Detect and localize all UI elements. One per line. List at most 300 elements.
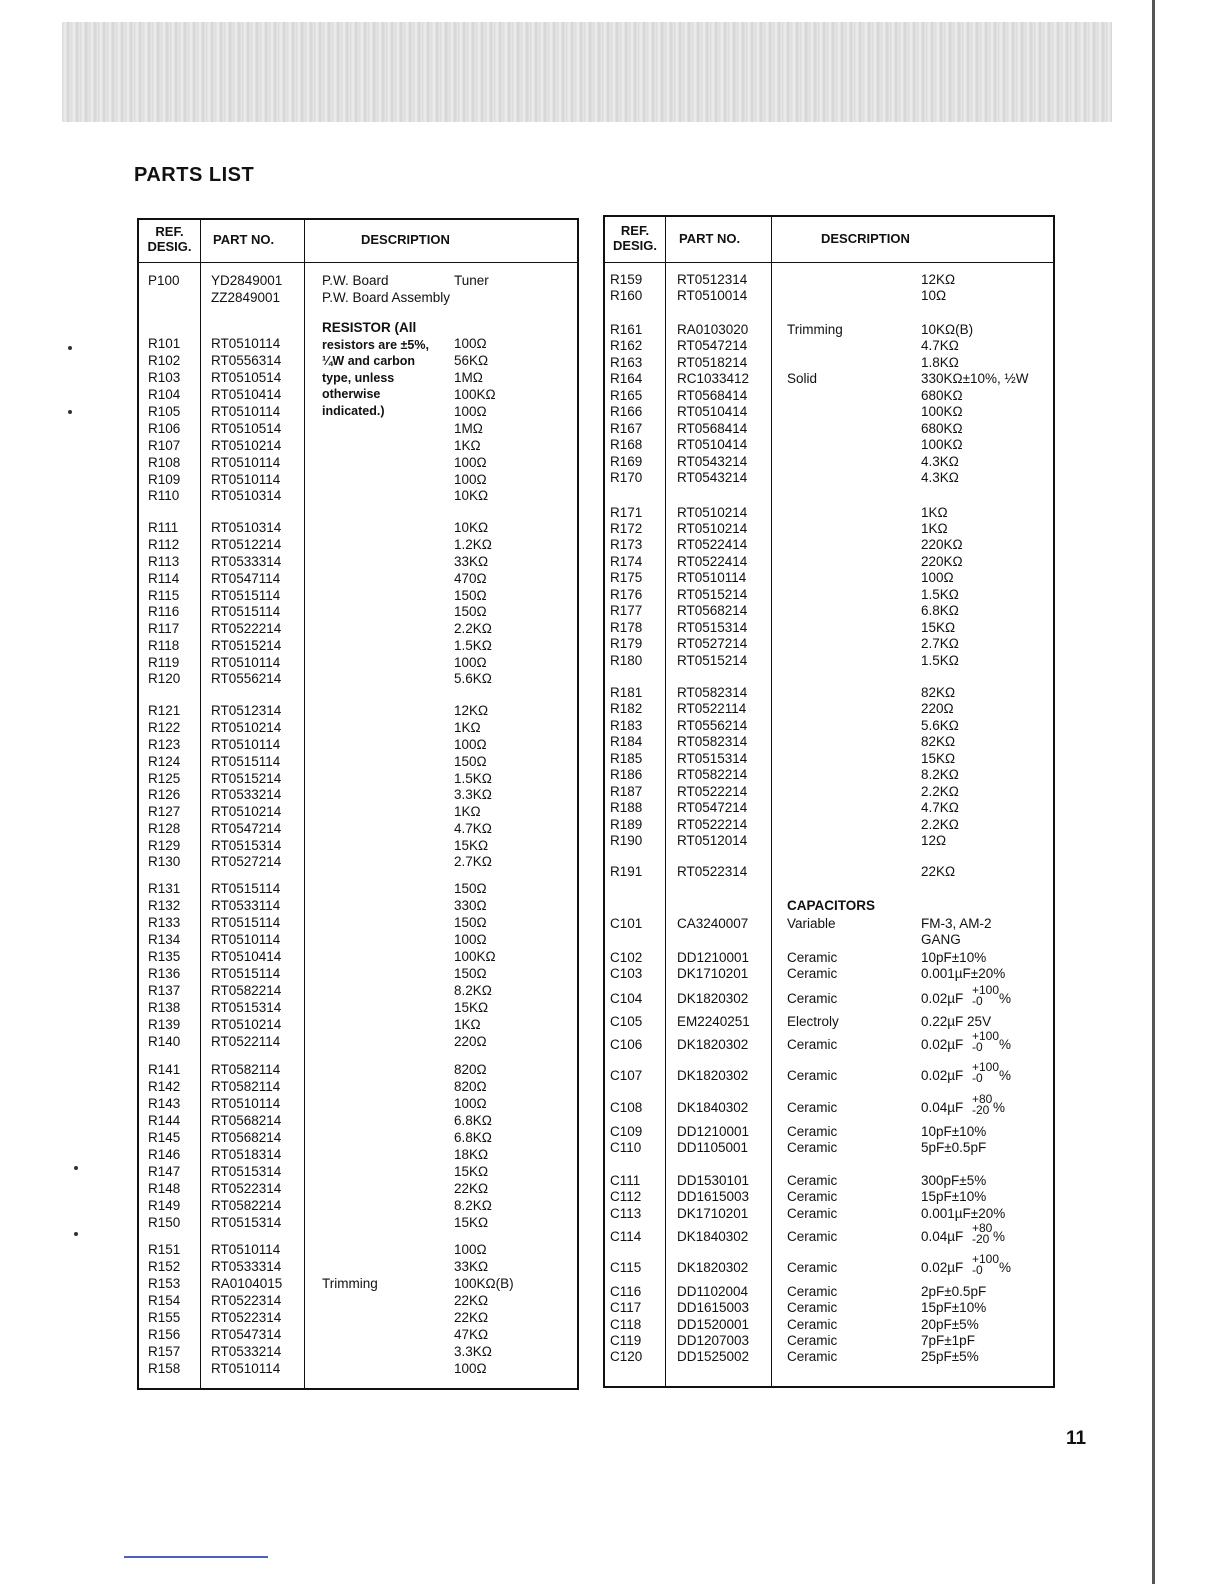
ref-cell: C120 [610, 1349, 643, 1364]
ref-cell: R106 [148, 421, 181, 436]
ref-cell: R127 [148, 804, 181, 819]
value-cell: 100Ω [454, 737, 487, 752]
table-row [139, 1078, 577, 1095]
part-number-cell: RT0582214 [211, 983, 282, 998]
table-row [139, 982, 577, 999]
table-row [139, 603, 577, 620]
value-cell: 1.5KΩ [454, 771, 492, 786]
ref-cell: R145 [148, 1130, 181, 1145]
part-number-cell: RT0527214 [211, 854, 282, 869]
description-cell: Ceramic [787, 1333, 838, 1348]
value-cell: 47KΩ [454, 1327, 489, 1342]
ref-cell: R153 [148, 1276, 181, 1291]
tolerance-upper: +100 [972, 1029, 1000, 1043]
ref-cell: R178 [610, 620, 643, 635]
tolerance-percent: % [999, 991, 1012, 1006]
ref-cell: R116 [148, 604, 180, 619]
value-cell: 0.001µF±20% [921, 1206, 1006, 1221]
value-cell: 12Ω [921, 833, 947, 848]
ref-cell: R174 [610, 554, 643, 569]
description-cell: P.W. Board Assembly [322, 290, 451, 305]
ref-cell: R134 [148, 932, 181, 947]
description-cell: Ceramic [787, 1206, 838, 1221]
ref-cell: R151 [148, 1242, 181, 1257]
part-number-cell: RT0510114 [211, 1096, 281, 1111]
ref-cell: R119 [148, 655, 180, 670]
value-cell: 1KΩ [454, 804, 481, 819]
part-number-cell: RT0510214 [211, 720, 282, 735]
part-number-cell: RT0510314 [211, 520, 282, 535]
part-number-cell: DD1520001 [677, 1317, 750, 1332]
ref-cell: R128 [148, 821, 181, 836]
table-row [605, 453, 1053, 470]
value-cell: 100KΩ [921, 437, 963, 452]
table-row [605, 750, 1053, 767]
value-cell: 2pF±0.5pF [921, 1284, 987, 1299]
table-row [605, 403, 1053, 420]
value-cell: 100Ω [454, 1361, 487, 1376]
tolerance-upper: +80 [972, 1092, 993, 1106]
ref-cell: R143 [148, 1096, 181, 1111]
part-number-cell: RT0510114 [211, 655, 281, 670]
ref-cell: C103 [610, 966, 643, 981]
table-row [139, 931, 577, 948]
table-row [139, 519, 577, 536]
part-number-cell: DD1210001 [677, 1124, 750, 1139]
value-cell: Tuner [454, 273, 489, 288]
value-cell: 150Ω [454, 754, 487, 769]
value-cell: 10pF±10% [921, 1124, 987, 1139]
ref-cell: R162 [610, 338, 643, 353]
part-number-cell: RT0510214 [211, 438, 282, 453]
value-cell: 820Ω [454, 1079, 487, 1094]
description-cell: Ceramic [787, 1189, 838, 1204]
table-row [139, 454, 577, 471]
table-row [139, 753, 577, 770]
value-cell: 150Ω [454, 588, 487, 603]
description-cell: Ceramic [787, 1100, 838, 1115]
table-row [605, 684, 1053, 701]
table-row [139, 1033, 577, 1050]
tolerance-percent: % [993, 1100, 1006, 1115]
ref-cell: C110 [610, 1140, 642, 1155]
description-cell: Ceramic [787, 1068, 838, 1083]
header-desig-line: DESIG. [147, 239, 192, 254]
part-number-cell: RT0515214 [211, 638, 282, 653]
value-cell: 300pF±5% [921, 1173, 987, 1188]
table-row [139, 1326, 577, 1343]
table-row [605, 287, 1053, 304]
table-row [139, 1292, 577, 1309]
table-row [605, 832, 1053, 849]
col-header-ref [605, 223, 665, 253]
value-cell: 1.5KΩ [454, 638, 492, 653]
value-cell: 100KΩ [454, 949, 496, 964]
header-divider [139, 262, 577, 263]
value-cell: 150Ω [454, 966, 487, 981]
ref-cell: R117 [148, 621, 180, 636]
part-number-cell: RT0533214 [211, 787, 282, 802]
part-number-cell: RC1033412 [677, 371, 750, 386]
part-number-cell: ZZ2849001 [211, 290, 281, 305]
description-cell: Trimming [787, 322, 843, 337]
part-number-cell: RT0582314 [677, 685, 748, 700]
table-row [139, 620, 577, 637]
table-row [139, 437, 577, 454]
table-row [605, 635, 1053, 652]
table-row [139, 853, 577, 870]
ref-cell: C117 [610, 1300, 642, 1315]
description-cell: Trimming [322, 1276, 378, 1291]
part-number-cell: RT0522214 [211, 621, 282, 636]
ref-cell: R101 [148, 336, 181, 351]
value-cell: 100KΩ(B) [454, 1276, 514, 1291]
table-row [139, 914, 577, 931]
table-row [605, 370, 1053, 387]
ref-cell: R120 [148, 671, 181, 686]
ref-cell: R105 [148, 404, 181, 419]
part-number-cell: RT0556314 [211, 353, 282, 368]
value-cell: 7pF±1pF [921, 1333, 975, 1348]
margin-dot [68, 346, 72, 350]
ref-cell: R187 [610, 784, 643, 799]
table-row [605, 733, 1053, 750]
part-number-cell: DD1525002 [677, 1349, 750, 1364]
table-row [605, 1299, 1053, 1316]
value-cell: 100Ω [454, 932, 487, 947]
part-number-cell: RT0543214 [677, 470, 748, 485]
table-row [605, 619, 1053, 636]
tolerance-lower: -0 [972, 1040, 983, 1054]
description-cell: Ceramic [787, 966, 838, 981]
part-number-cell: RT0515114 [211, 604, 281, 619]
value-cell: 82KΩ [921, 734, 956, 749]
part-number-cell: RT0515314 [211, 1000, 282, 1015]
value-cell: 8.2KΩ [454, 983, 492, 998]
table-row [139, 1214, 577, 1231]
part-number-cell: RT0510414 [211, 387, 282, 402]
tolerance-fraction [972, 985, 999, 1007]
ref-cell: R191 [610, 864, 643, 879]
table-row [605, 271, 1053, 288]
resistor-note-line: resistors are ±5%, [322, 337, 429, 352]
value-cell: 10KΩ [454, 488, 489, 503]
value-cell: 100Ω [921, 570, 954, 585]
ref-cell: R186 [610, 767, 643, 782]
part-number-cell: RT0582214 [677, 767, 748, 782]
tolerance-lower: -0 [972, 1263, 983, 1277]
part-number-cell: RT0547114 [211, 571, 281, 586]
value-cell: 1KΩ [921, 521, 948, 536]
description-cell: Ceramic [787, 1229, 838, 1244]
table-row [139, 1112, 577, 1129]
part-number-cell: RT0568214 [677, 603, 748, 618]
table-row [605, 863, 1053, 880]
ref-cell: C105 [610, 1014, 643, 1029]
ref-cell: R190 [610, 833, 643, 848]
part-number-cell: CA3240007 [677, 916, 749, 931]
ref-cell: R110 [148, 488, 180, 503]
value-cell: 1KΩ [454, 1017, 481, 1032]
value-cell: 4.3KΩ [921, 470, 959, 485]
value-cell: 220KΩ [921, 537, 963, 552]
table-row [139, 352, 577, 369]
ref-cell: R138 [148, 1000, 181, 1015]
table-row [139, 1016, 577, 1033]
part-number-cell: RT0533314 [211, 554, 282, 569]
ref-cell: R122 [148, 720, 181, 735]
value-cell: 100KΩ [921, 404, 963, 419]
tolerance-percent: % [993, 1229, 1006, 1244]
tolerance-fraction [972, 1223, 992, 1245]
value-cell: 330Ω [454, 898, 487, 913]
ref-cell: R161 [610, 322, 643, 337]
description-cell: Solid [787, 371, 818, 386]
value-cell: 0.04µF [921, 1229, 964, 1244]
tolerance-fraction [972, 1031, 999, 1053]
ref-cell: R123 [148, 737, 181, 752]
table-row [139, 1095, 577, 1112]
part-number-cell: RT0510314 [211, 488, 282, 503]
value-cell: 5.6KΩ [454, 671, 492, 686]
part-number-cell: RT0510514 [211, 370, 282, 385]
ref-cell: R135 [148, 949, 181, 964]
part-number-cell: DK1820302 [677, 991, 749, 1006]
parts-table-left [137, 218, 579, 1390]
ref-cell: C101 [610, 916, 643, 931]
ref-cell: R126 [148, 787, 181, 802]
table-row [605, 1139, 1053, 1156]
part-number-cell: RT0510114 [211, 472, 281, 487]
part-number-cell: DK1840302 [677, 1229, 749, 1244]
value-cell: 0.02µF [921, 1037, 964, 1052]
value-cell: 6.8KΩ [454, 1130, 492, 1145]
table-row [139, 1197, 577, 1214]
binding-edge-rule [1152, 0, 1155, 1584]
value-cell: 0.001µF±20% [921, 966, 1006, 981]
table-row [139, 1275, 577, 1292]
ref-cell: R125 [148, 771, 181, 786]
table-row [605, 1221, 1053, 1246]
ref-cell: R137 [148, 983, 181, 998]
value-cell: 0.22µF 25V [921, 1014, 992, 1029]
section-heading-capacitors: CAPACITORS [787, 898, 876, 913]
value-cell: 100KΩ [454, 387, 496, 402]
table-row [605, 321, 1053, 338]
value-cell: 2.7KΩ [921, 636, 959, 651]
value-cell: 25pF±5% [921, 1349, 979, 1364]
header-desig-line: DESIG. [612, 238, 658, 253]
part-number-cell: RT0527214 [677, 636, 748, 651]
part-number-cell: RT0518214 [677, 355, 748, 370]
tolerance-percent: % [999, 1037, 1012, 1052]
page-title: PARTS LIST [134, 164, 255, 186]
value-cell: 220Ω [921, 701, 954, 716]
tolerance-fraction [972, 1254, 999, 1276]
table-row [139, 637, 577, 654]
table-row [605, 949, 1053, 966]
tolerance-percent: % [999, 1260, 1012, 1275]
ref-cell: R158 [148, 1361, 181, 1376]
ref-cell: C107 [610, 1068, 643, 1083]
part-number-cell: RT0556214 [677, 718, 748, 733]
value-cell: 1.5KΩ [921, 653, 959, 668]
ref-cell: R140 [148, 1034, 181, 1049]
part-number-cell: RT0515114 [211, 966, 281, 981]
ref-cell: R133 [148, 915, 181, 930]
value-cell: 1KΩ [921, 505, 948, 520]
margin-dot [74, 1232, 78, 1236]
value-cell: 82KΩ [921, 685, 956, 700]
table-row [605, 1013, 1053, 1030]
table-row [139, 471, 577, 488]
part-number-cell: RT0582314 [677, 734, 748, 749]
ref-cell: R154 [148, 1293, 181, 1308]
ref-cell: R152 [148, 1259, 181, 1274]
table-row [139, 570, 577, 587]
value-cell: 680KΩ [921, 388, 963, 403]
ref-cell: R121 [148, 703, 181, 718]
ref-cell: R113 [148, 554, 180, 569]
part-number-cell: RT0510214 [211, 1017, 282, 1032]
ref-cell: R165 [610, 388, 643, 403]
ref-cell: R181 [610, 685, 643, 700]
tolerance-upper: +100 [972, 1252, 1000, 1266]
part-number-cell: RT0568214 [211, 1130, 282, 1145]
part-number-cell: RT0522414 [677, 537, 748, 552]
ref-cell: R150 [148, 1215, 181, 1230]
header-ref-line: REF. [155, 224, 184, 239]
margin-dot [74, 1166, 78, 1170]
value-cell: 100Ω [454, 655, 487, 670]
table-row [605, 915, 1053, 932]
part-number-cell: RA0103020 [677, 322, 749, 337]
value-cell: 1.5KΩ [921, 587, 959, 602]
value-cell: 8.2KΩ [454, 1198, 492, 1213]
ref-cell: R149 [148, 1198, 181, 1213]
part-number-cell: RT0510014 [677, 288, 748, 303]
value-cell: 12KΩ [921, 272, 956, 287]
part-number-cell: RT0512014 [677, 833, 748, 848]
part-number-cell: DD1530101 [677, 1173, 750, 1188]
table-row [605, 1316, 1053, 1333]
ref-cell: R156 [148, 1327, 181, 1342]
ref-cell: R107 [148, 438, 181, 453]
table-row [139, 403, 577, 420]
part-number-cell: RT0533114 [211, 898, 281, 913]
table-row [139, 880, 577, 897]
table-row [605, 1188, 1053, 1205]
table-row [605, 783, 1053, 800]
part-number-cell: RT0515314 [677, 751, 748, 766]
part-number-cell: RT0515214 [677, 653, 748, 668]
part-number-cell: RT0582114 [211, 1062, 281, 1077]
part-number-cell: RT0515314 [211, 1215, 282, 1230]
part-number-cell: DK1820302 [677, 1037, 749, 1052]
table-row [605, 420, 1053, 437]
part-number-cell: RT0510214 [677, 505, 748, 520]
part-number-cell: RT0515114 [211, 754, 281, 769]
ref-cell: R157 [148, 1344, 181, 1359]
ref-cell: R155 [148, 1310, 181, 1325]
description-cell: Ceramic [787, 1349, 838, 1364]
header-ref-line: REF. [620, 223, 650, 238]
part-number-cell: RT0522114 [677, 701, 747, 716]
value-cell: 0.04µF [921, 1100, 964, 1115]
part-number-cell: RT0510114 [211, 336, 281, 351]
value-cell: 20pF±5% [921, 1317, 979, 1332]
col-header-desc: DESCRIPTION [821, 231, 910, 246]
value-cell: 56KΩ [454, 353, 489, 368]
value-cell: 150Ω [454, 881, 487, 896]
description-cell: Ceramic [787, 1284, 838, 1299]
value-cell: 18KΩ [454, 1147, 489, 1162]
value-cell: 150Ω [454, 604, 487, 619]
col-header-part: PART NO. [679, 231, 741, 246]
ref-cell: C114 [610, 1229, 642, 1244]
gang-label: GANG [921, 932, 961, 947]
ref-cell: C104 [610, 991, 643, 1006]
value-cell: 1KΩ [454, 720, 481, 735]
part-number-cell: DD1210001 [677, 950, 750, 965]
part-number-cell: RT0522214 [677, 784, 748, 799]
table-row [139, 1360, 577, 1377]
ref-cell: C118 [610, 1317, 642, 1332]
value-cell: 1.2KΩ [454, 537, 492, 552]
ref-cell: R176 [610, 587, 643, 602]
ref-cell: R104 [148, 387, 181, 402]
ref-cell: R172 [610, 521, 643, 536]
part-number-cell: RT0522414 [677, 554, 748, 569]
ref-cell: R146 [148, 1147, 181, 1162]
tolerance-upper: +80 [972, 1221, 993, 1235]
table-row [605, 436, 1053, 453]
part-number-cell: RT0515314 [677, 620, 748, 635]
ref-cell: R109 [148, 472, 181, 487]
table-row [605, 553, 1053, 570]
ref-cell: R112 [148, 537, 180, 552]
value-cell: 15pF±10% [921, 1189, 987, 1204]
ref-cell: R147 [148, 1164, 181, 1179]
value-cell: 1MΩ [454, 421, 483, 436]
value-cell: 15pF±10% [921, 1300, 987, 1315]
table-row [139, 702, 577, 719]
value-cell: 100Ω [454, 404, 487, 419]
table-row [605, 504, 1053, 521]
description-cell: Ceramic [787, 1300, 838, 1315]
table-row [605, 766, 1053, 783]
part-number-cell: RT0568414 [677, 388, 748, 403]
ref-cell: R115 [148, 588, 180, 603]
value-cell: 5pF±0.5pF [921, 1140, 987, 1155]
ref-cell: C102 [610, 950, 643, 965]
part-number-cell: RT0582214 [211, 1198, 282, 1213]
table-row [605, 983, 1053, 1008]
ref-cell: C109 [610, 1124, 643, 1139]
table-row [605, 520, 1053, 537]
footer-link-line [124, 1556, 268, 1558]
tolerance-upper: +100 [972, 1060, 1000, 1074]
ref-cell: C119 [610, 1333, 642, 1348]
part-number-cell: DK1710201 [677, 966, 749, 981]
table-row [139, 1258, 577, 1275]
ref-cell: C112 [610, 1189, 642, 1204]
ref-cell: C111 [610, 1173, 641, 1188]
value-cell: 150Ω [454, 915, 487, 930]
value-cell: 15KΩ [921, 620, 956, 635]
ref-cell: R111 [148, 520, 179, 535]
table-row [605, 602, 1053, 619]
